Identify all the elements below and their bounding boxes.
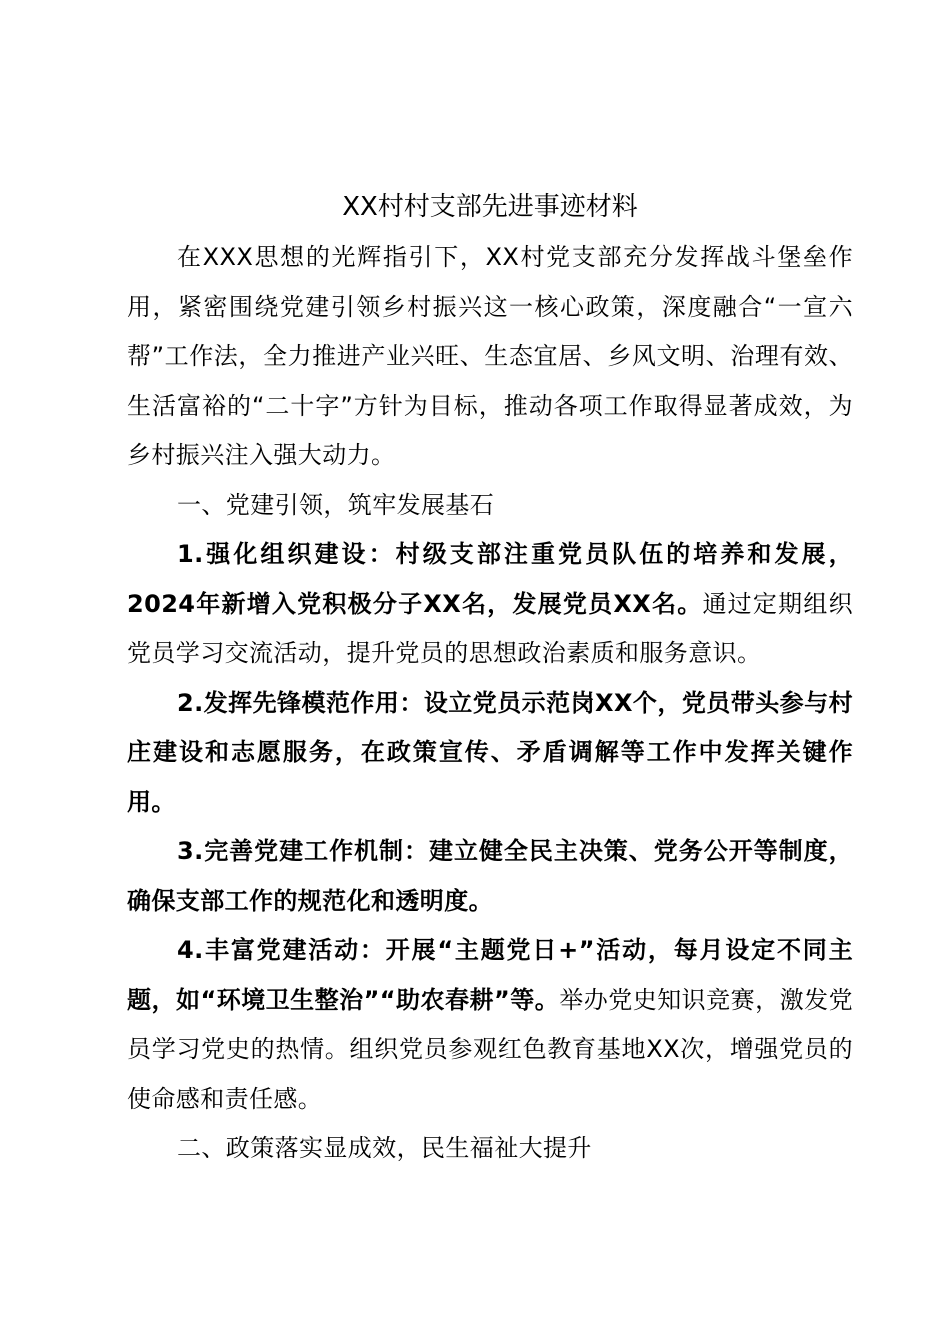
item-3-bold-text: 3.完善党建工作机制：建立健全民主决策、党务公开等制度，确保支部工作的规范化和透明度。 <box>127 837 853 915</box>
intro-paragraph: 在XXX思想的光辉指引下，XX村党支部充分发挥战斗堡垒作用，紧密围绕党建引领乡村振兴这一核心政策，深度融合“一宣六帮”工作法，全力推进产业兴旺、生态宜居、乡风文明、治理有效、生活富裕的“二十字”方针为目标，推动各项工作取得显著成效，为乡村振兴注入强大动力。 <box>127 243 853 469</box>
item-3-paragraph <box>127 827 853 926</box>
document-body <box>127 185 853 1174</box>
item-2-bold-text: 2.发挥先锋模范作用：设立党员示范岗XX个，党员带头参与村庄建设和志愿服务，在政策宣传、矛盾调解等工作中发挥关键作用。 <box>127 688 853 816</box>
item-4-normal-text: 举办党史知识竞赛，激发党员学习党史的热情。组织党员参观红色教育基地XX次，增强党员的使命感和责任感。 <box>127 985 853 1113</box>
item-1-normal-text: 通过定期组织党员学习交流活动，提升党员的思想政治素质和服务意识。 <box>127 589 853 667</box>
item-4-paragraph <box>127 926 853 1124</box>
item-1-paragraph <box>127 530 853 679</box>
document-title: XX村村支部先进事迹材料 <box>342 192 638 222</box>
item-1-bold-text: 1.强化组织建设：村级支部注重党员队伍的培养和发展，2024年新增入党积极分子XX名，发展党员XX名。 <box>127 540 853 618</box>
section-2-heading: 二、政策落实显成效，民生福祉大提升 <box>177 1134 592 1162</box>
section-1-heading: 一、党建引领，筑牢发展基石 <box>177 490 495 519</box>
item-2-paragraph <box>127 679 853 828</box>
item-4-bold-text: 4.丰富党建活动：开展“主题党日+”活动，每月设定不同主题，如“环境卫生整治”“助农春耕”等。 <box>127 936 853 1014</box>
